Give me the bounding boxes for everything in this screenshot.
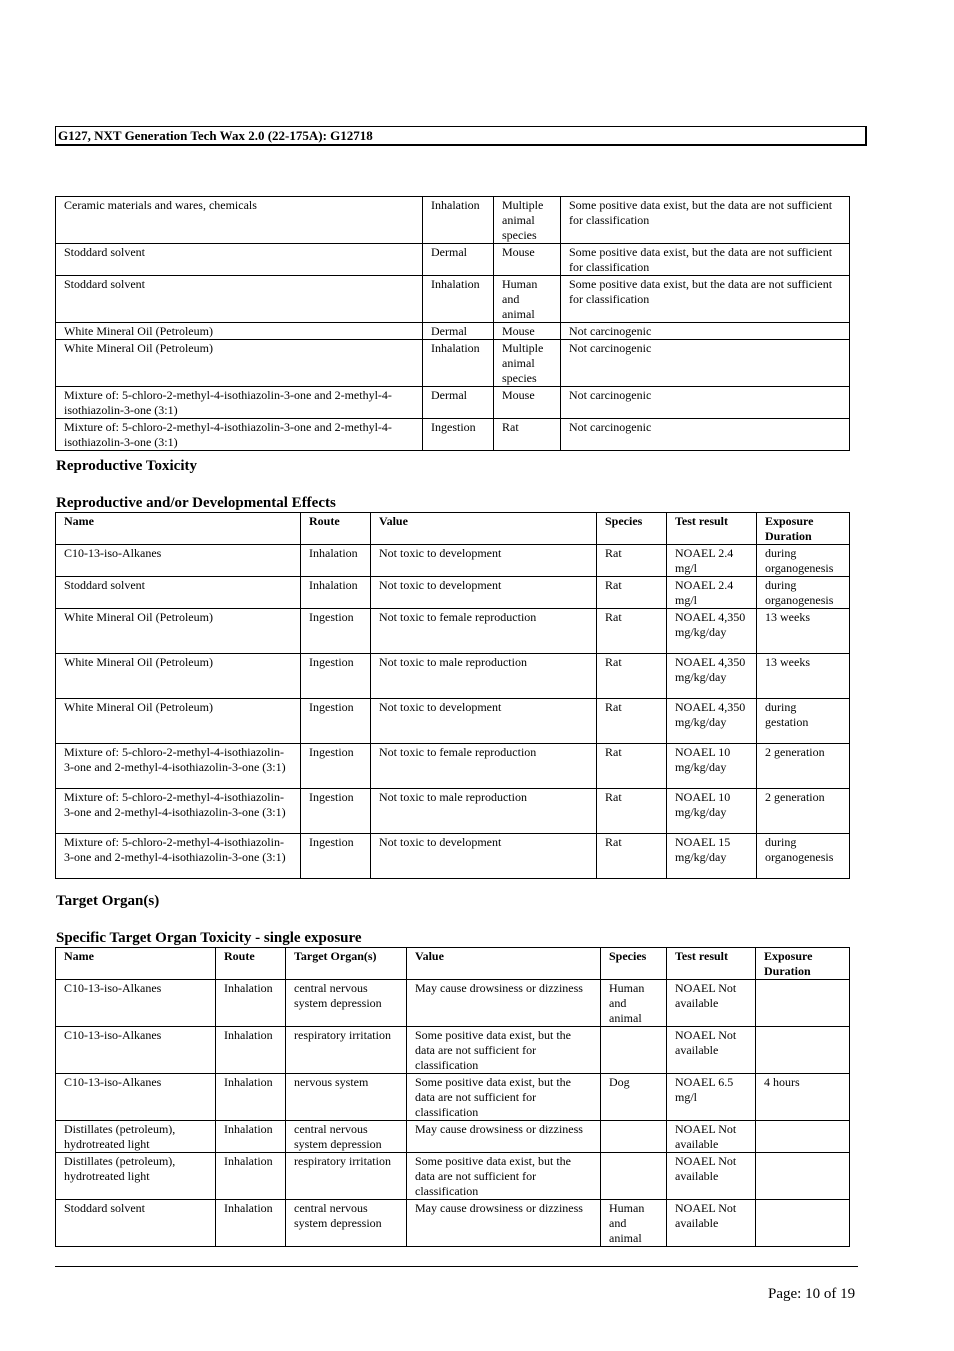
- table-row: [56, 419, 850, 451]
- exposure-duration-cell: 13 weeks: [757, 609, 850, 654]
- species-cell: Rat: [597, 834, 667, 879]
- substance-name-cell: C10-13-iso-Alkanes: [56, 1027, 216, 1074]
- substance-name-cell: Mixture of: 5-chloro-2-methyl-4-isothiazolin-3-one and 2-methyl-4-isothiazolin-3-one (3:1): [56, 387, 423, 419]
- exposure-duration-cell: [756, 980, 850, 1027]
- value-cell: Not toxic to development: [371, 545, 597, 577]
- value-cell: Not toxic to male reproduction: [371, 654, 597, 699]
- exposure-duration-cell: [756, 1200, 850, 1247]
- exposure-duration-cell: [756, 1027, 850, 1074]
- document-header: G127, NXT Generation Tech Wax 2.0 (22-175A): G12718: [55, 126, 867, 146]
- table-row: [56, 387, 850, 419]
- substance-name-cell: Mixture of: 5-chloro-2-methyl-4-isothiazolin-3-one and 2-methyl-4-isothiazolin-3-one (3:1): [56, 789, 301, 834]
- species-cell: Dog: [601, 1074, 667, 1121]
- species-cell: Mouse: [494, 387, 561, 419]
- test-result-cell: NOAEL 10 mg/kg/day: [667, 744, 757, 789]
- exposure-duration-cell: 2 generation: [757, 789, 850, 834]
- substance-name-cell: White Mineral Oil (Petroleum): [56, 609, 301, 654]
- substance-name-cell: Mixture of: 5-chloro-2-methyl-4-isothiazolin-3-one and 2-methyl-4-isothiazolin-3-one (3:1): [56, 744, 301, 789]
- exposure-duration-cell: 4 hours: [756, 1074, 850, 1121]
- reproductive-effects-table: [55, 512, 850, 879]
- species-cell: Rat: [597, 699, 667, 744]
- table-row: [56, 744, 850, 789]
- table-row: [56, 654, 850, 699]
- species-cell: Rat: [597, 545, 667, 577]
- route-cell: Inhalation: [423, 340, 494, 387]
- stot-single-table: [55, 947, 850, 1247]
- value-cell: Not toxic to development: [371, 834, 597, 879]
- value-cell: Not carcinogenic: [561, 340, 850, 387]
- column-header: Value: [371, 513, 597, 545]
- table-row: [56, 1153, 850, 1200]
- substance-name-cell: Distillates (petroleum), hydrotreated light: [56, 1121, 216, 1153]
- table-row: [56, 340, 850, 387]
- test-result-cell: NOAEL 2.4 mg/l: [667, 545, 757, 577]
- value-cell: Some positive data exist, but the data are not sufficient for classification: [561, 276, 850, 323]
- test-result-cell: NOAEL Not available: [667, 1200, 756, 1247]
- table-row: [56, 1074, 850, 1121]
- test-result-cell: NOAEL Not available: [667, 1153, 756, 1200]
- substance-name-cell: White Mineral Oil (Petroleum): [56, 699, 301, 744]
- column-header: Species: [597, 513, 667, 545]
- value-cell: Not toxic to female reproduction: [371, 609, 597, 654]
- column-header: Value: [407, 948, 601, 980]
- substance-name-cell: Distillates (petroleum), hydrotreated light: [56, 1153, 216, 1200]
- route-cell: Inhalation: [216, 1121, 286, 1153]
- stot-single-table-title: Specific Target Organ Toxicity - single exposure: [56, 930, 362, 946]
- table-header-row: [56, 948, 850, 980]
- substance-name-cell: C10-13-iso-Alkanes: [56, 980, 216, 1027]
- test-result-cell: NOAEL Not available: [667, 1121, 756, 1153]
- route-cell: Inhalation: [216, 1200, 286, 1247]
- route-cell: Inhalation: [301, 577, 371, 609]
- substance-name-cell: Stoddard solvent: [56, 577, 301, 609]
- test-result-cell: NOAEL 2.4 mg/l: [667, 577, 757, 609]
- route-cell: Ingestion: [301, 699, 371, 744]
- test-result-cell: NOAEL Not available: [667, 980, 756, 1027]
- species-cell: Mouse: [494, 323, 561, 340]
- column-header: Species: [601, 948, 667, 980]
- column-header: Name: [56, 513, 301, 545]
- exposure-duration-cell: during organogenesis: [757, 577, 850, 609]
- value-cell: Not toxic to development: [371, 699, 597, 744]
- route-cell: Ingestion: [423, 419, 494, 451]
- route-cell: Inhalation: [216, 1074, 286, 1121]
- substance-name-cell: Mixture of: 5-chloro-2-methyl-4-isothiazolin-3-one and 2-methyl-4-isothiazolin-3-one (3:1): [56, 419, 423, 451]
- route-cell: Inhalation: [216, 980, 286, 1027]
- table-row: [56, 1121, 850, 1153]
- value-cell: Some positive data exist, but the data are not sufficient for classification: [407, 1153, 601, 1200]
- column-header: Route: [301, 513, 371, 545]
- species-cell: Multiple animal species: [494, 197, 561, 244]
- test-result-cell: NOAEL 4,350 mg/kg/day: [667, 654, 757, 699]
- test-result-cell: NOAEL 10 mg/kg/day: [667, 789, 757, 834]
- table-row: [56, 834, 850, 879]
- substance-name-cell: White Mineral Oil (Petroleum): [56, 340, 423, 387]
- value-cell: May cause drowsiness or dizziness: [407, 1121, 601, 1153]
- species-cell: Rat: [597, 654, 667, 699]
- species-cell: [601, 1153, 667, 1200]
- species-cell: [601, 1121, 667, 1153]
- species-cell: Human and animal: [494, 276, 561, 323]
- value-cell: Some positive data exist, but the data are not sufficient for classification: [561, 197, 850, 244]
- route-cell: Ingestion: [301, 744, 371, 789]
- species-cell: Mouse: [494, 244, 561, 276]
- value-cell: May cause drowsiness or dizziness: [407, 1200, 601, 1247]
- route-cell: Inhalation: [423, 197, 494, 244]
- target-organ-cell: central nervous system depression: [286, 1121, 407, 1153]
- substance-name-cell: Ceramic materials and wares, chemicals: [56, 197, 423, 244]
- route-cell: Dermal: [423, 244, 494, 276]
- substance-name-cell: C10-13-iso-Alkanes: [56, 545, 301, 577]
- substance-name-cell: C10-13-iso-Alkanes: [56, 1074, 216, 1121]
- column-header: Test result: [667, 513, 757, 545]
- exposure-duration-cell: during gestation: [757, 699, 850, 744]
- species-cell: Human and animal: [601, 980, 667, 1027]
- species-cell: Rat: [597, 744, 667, 789]
- value-cell: Not carcinogenic: [561, 323, 850, 340]
- reproductive-effects-table-title: Reproductive and/or Developmental Effects: [56, 495, 336, 511]
- target-organs-heading: Target Organ(s): [56, 893, 160, 909]
- footer-divider: [55, 1266, 858, 1267]
- column-header: Name: [56, 948, 216, 980]
- route-cell: Ingestion: [301, 834, 371, 879]
- column-header: Target Organ(s): [286, 948, 407, 980]
- carcinogenicity-table: [55, 196, 850, 451]
- carcinogenicity-table-body: [56, 197, 850, 451]
- route-cell: Ingestion: [301, 654, 371, 699]
- target-organ-cell: respiratory irritation: [286, 1153, 407, 1200]
- table-row: [56, 197, 850, 244]
- table-row: [56, 244, 850, 276]
- exposure-duration-cell: during organogenesis: [757, 545, 850, 577]
- table-row: [56, 577, 850, 609]
- species-cell: [601, 1027, 667, 1074]
- stot-single-table-header: [56, 948, 850, 980]
- target-organ-cell: central nervous system depression: [286, 980, 407, 1027]
- target-organ-cell: nervous system: [286, 1074, 407, 1121]
- species-cell: Rat: [494, 419, 561, 451]
- exposure-duration-cell: during organogenesis: [757, 834, 850, 879]
- value-cell: Some positive data exist, but the data are not sufficient for classification: [561, 244, 850, 276]
- column-header: Exposure Duration: [756, 948, 850, 980]
- substance-name-cell: Stoddard solvent: [56, 1200, 216, 1247]
- table-row: [56, 276, 850, 323]
- species-cell: Rat: [597, 789, 667, 834]
- table-row: [56, 323, 850, 340]
- value-cell: Not carcinogenic: [561, 387, 850, 419]
- species-cell: Human and animal: [601, 1200, 667, 1247]
- reproductive-toxicity-heading: Reproductive Toxicity: [56, 458, 197, 474]
- column-header: Exposure Duration: [757, 513, 850, 545]
- value-cell: Some positive data exist, but the data are not sufficient for classification: [407, 1027, 601, 1074]
- substance-name-cell: White Mineral Oil (Petroleum): [56, 654, 301, 699]
- column-header: Test result: [667, 948, 756, 980]
- table-row: [56, 545, 850, 577]
- table-row: [56, 609, 850, 654]
- table-header-row: [56, 513, 850, 545]
- target-organ-cell: respiratory irritation: [286, 1027, 407, 1074]
- table-row: [56, 789, 850, 834]
- route-cell: Inhalation: [301, 545, 371, 577]
- column-header: Route: [216, 948, 286, 980]
- route-cell: Dermal: [423, 387, 494, 419]
- test-result-cell: NOAEL 6.5 mg/l: [667, 1074, 756, 1121]
- exposure-duration-cell: 2 generation: [757, 744, 850, 789]
- species-cell: Rat: [597, 609, 667, 654]
- table-row: [56, 699, 850, 744]
- route-cell: Inhalation: [216, 1027, 286, 1074]
- route-cell: Inhalation: [423, 276, 494, 323]
- route-cell: Inhalation: [216, 1153, 286, 1200]
- value-cell: Not toxic to female reproduction: [371, 744, 597, 789]
- stot-single-table-body: [56, 980, 850, 1247]
- test-result-cell: NOAEL 4,350 mg/kg/day: [667, 609, 757, 654]
- reproductive-effects-table-body: [56, 545, 850, 879]
- page-number: Page: 10 of 19: [768, 1286, 856, 1302]
- substance-name-cell: Mixture of: 5-chloro-2-methyl-4-isothiazolin-3-one and 2-methyl-4-isothiazolin-3-one (3:1): [56, 834, 301, 879]
- route-cell: Ingestion: [301, 609, 371, 654]
- test-result-cell: NOAEL 4,350 mg/kg/day: [667, 699, 757, 744]
- table-row: [56, 1200, 850, 1247]
- exposure-duration-cell: [756, 1153, 850, 1200]
- value-cell: May cause drowsiness or dizziness: [407, 980, 601, 1027]
- substance-name-cell: White Mineral Oil (Petroleum): [56, 323, 423, 340]
- route-cell: Dermal: [423, 323, 494, 340]
- table-row: [56, 980, 850, 1027]
- target-organ-cell: central nervous system depression: [286, 1200, 407, 1247]
- value-cell: Some positive data exist, but the data are not sufficient for classification: [407, 1074, 601, 1121]
- substance-name-cell: Stoddard solvent: [56, 276, 423, 323]
- test-result-cell: NOAEL 15 mg/kg/day: [667, 834, 757, 879]
- test-result-cell: NOAEL Not available: [667, 1027, 756, 1074]
- value-cell: Not toxic to development: [371, 577, 597, 609]
- species-cell: Rat: [597, 577, 667, 609]
- exposure-duration-cell: [756, 1121, 850, 1153]
- table-row: [56, 1027, 850, 1074]
- species-cell: Multiple animal species: [494, 340, 561, 387]
- substance-name-cell: Stoddard solvent: [56, 244, 423, 276]
- exposure-duration-cell: 13 weeks: [757, 654, 850, 699]
- value-cell: Not toxic to male reproduction: [371, 789, 597, 834]
- value-cell: Not carcinogenic: [561, 419, 850, 451]
- reproductive-effects-table-header: [56, 513, 850, 545]
- route-cell: Ingestion: [301, 789, 371, 834]
